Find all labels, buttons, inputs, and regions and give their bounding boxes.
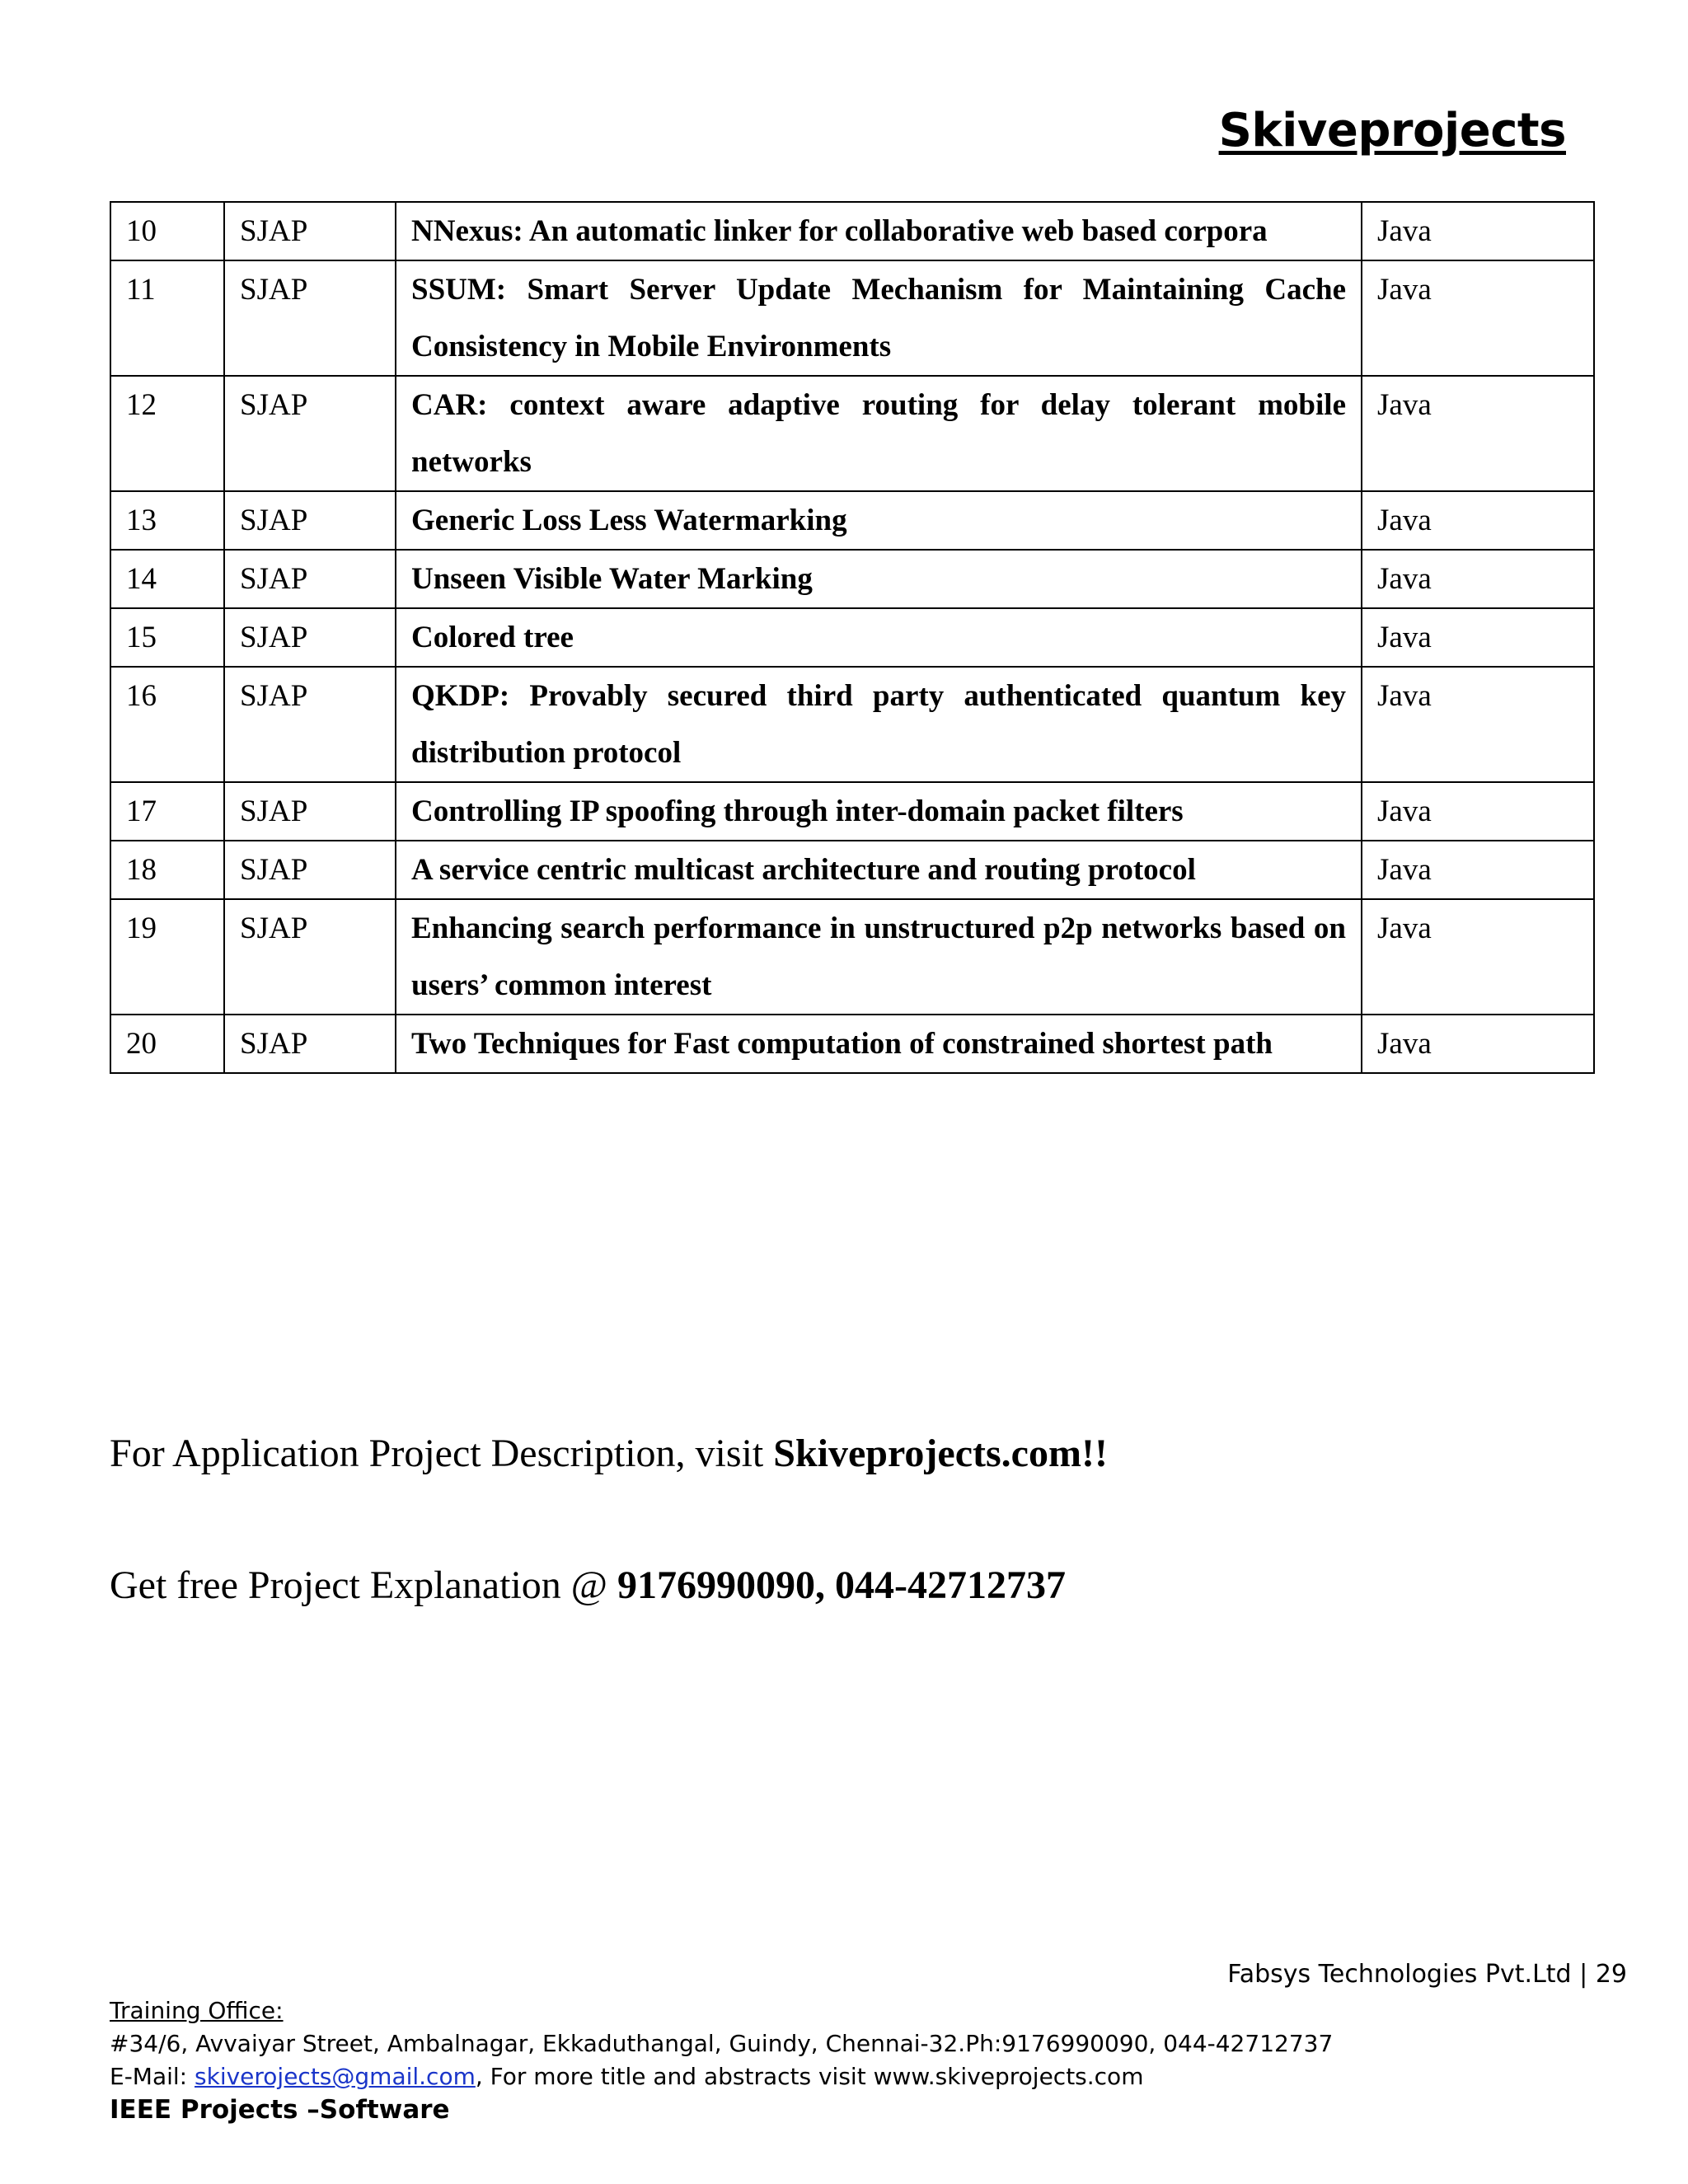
email-link[interactable]: skiverojects@gmail.com: [195, 2063, 476, 2090]
row-title: NNexus: An automatic linker for collaborative web based corpora: [396, 202, 1362, 260]
row-language: Java: [1362, 376, 1594, 491]
row-title: Generic Loss Less Watermarking: [396, 491, 1362, 550]
row-number: 12: [110, 376, 224, 491]
row-number: 10: [110, 202, 224, 260]
row-domain: SJAP: [224, 608, 396, 667]
footer-company-page: [1227, 1960, 1627, 1989]
contact-numbers: 9176990090, 044-42712737: [617, 1563, 1066, 1607]
footer-company-name: Fabsys Technologies Pvt.Ltd: [1227, 1960, 1572, 1989]
page-number: 29: [1595, 1960, 1627, 1989]
office-address: #34/6, Avvaiyar Street, Ambalnagar, Ekkaduthangal, Guindy, Chennai-32.Ph:9176990090, 044-42712737: [110, 2030, 1334, 2057]
row-language: Java: [1362, 667, 1594, 782]
row-domain: SJAP: [224, 667, 396, 782]
row-domain: SJAP: [224, 841, 396, 899]
row-title: QKDP: Provably secured third party authenticated quantum key distribution protocol: [396, 667, 1362, 782]
row-domain: SJAP: [224, 899, 396, 1015]
row-title: Colored tree: [396, 608, 1362, 667]
table-row: [110, 667, 1594, 782]
table-row: [110, 782, 1594, 841]
row-title: Two Techniques for Fast computation of constrained shortest path: [396, 1015, 1362, 1073]
website-name: Skiveprojects.com!!: [773, 1432, 1108, 1475]
row-language: Java: [1362, 550, 1594, 608]
footer-separator: |: [1579, 1960, 1588, 1989]
row-number: 13: [110, 491, 224, 550]
explanation-promo-line: [110, 1563, 1066, 1608]
row-title: CAR: context aware adaptive routing for delay tolerant mobile networks: [396, 376, 1362, 491]
table-row: [110, 1015, 1594, 1073]
table-row: [110, 260, 1594, 376]
row-title: Enhancing search performance in unstructured p2p networks based on users’ common interest: [396, 899, 1362, 1015]
table-row: [110, 899, 1594, 1015]
row-title: SSUM: Smart Server Update Mechanism for Maintaining Cache Consistency in Mobile Environments: [396, 260, 1362, 376]
table-row: [110, 550, 1594, 608]
footer-contact: [110, 1994, 1333, 2126]
row-language: Java: [1362, 202, 1594, 260]
row-language: Java: [1362, 1015, 1594, 1073]
row-number: 11: [110, 260, 224, 376]
row-domain: SJAP: [224, 550, 396, 608]
row-title: Controlling IP spoofing through inter-domain packet filters: [396, 782, 1362, 841]
row-title: Unseen Visible Water Marking: [396, 550, 1362, 608]
row-language: Java: [1362, 260, 1594, 376]
row-domain: SJAP: [224, 491, 396, 550]
row-domain: SJAP: [224, 202, 396, 260]
page-brand-title: Skiveprojects: [1218, 104, 1566, 157]
row-title: A service centric multicast architecture and routing protocol: [396, 841, 1362, 899]
table-row: [110, 841, 1594, 899]
row-number: 14: [110, 550, 224, 608]
row-number: 17: [110, 782, 224, 841]
row-number: 20: [110, 1015, 224, 1073]
email-label: E-Mail:: [110, 2063, 195, 2090]
email-suffix: , For more title and abstracts visit www.skiveprojects.com: [475, 2063, 1144, 2090]
row-language: Java: [1362, 782, 1594, 841]
description-promo-text: For Application Project Description, visit: [110, 1432, 774, 1475]
projects-table-body: [110, 202, 1594, 1073]
description-promo-line: [110, 1431, 1108, 1476]
row-language: Java: [1362, 841, 1594, 899]
row-language: Java: [1362, 491, 1594, 550]
row-language: Java: [1362, 608, 1594, 667]
projects-table: [110, 201, 1595, 1074]
explanation-promo-text: Get free Project Explanation @: [110, 1563, 617, 1607]
email-line: [110, 2060, 1333, 2093]
row-number: 16: [110, 667, 224, 782]
row-domain: SJAP: [224, 376, 396, 491]
table-row: [110, 491, 1594, 550]
row-domain: SJAP: [224, 260, 396, 376]
row-number: 19: [110, 899, 224, 1015]
training-office-label: Training Office:: [110, 1997, 284, 2024]
table-row: [110, 376, 1594, 491]
row-number: 18: [110, 841, 224, 899]
row-domain: SJAP: [224, 1015, 396, 1073]
row-domain: SJAP: [224, 782, 396, 841]
table-row: [110, 202, 1594, 260]
footer-category: IEEE Projects –Software: [110, 2095, 450, 2125]
row-number: 15: [110, 608, 224, 667]
table-row: [110, 608, 1594, 667]
row-language: Java: [1362, 899, 1594, 1015]
